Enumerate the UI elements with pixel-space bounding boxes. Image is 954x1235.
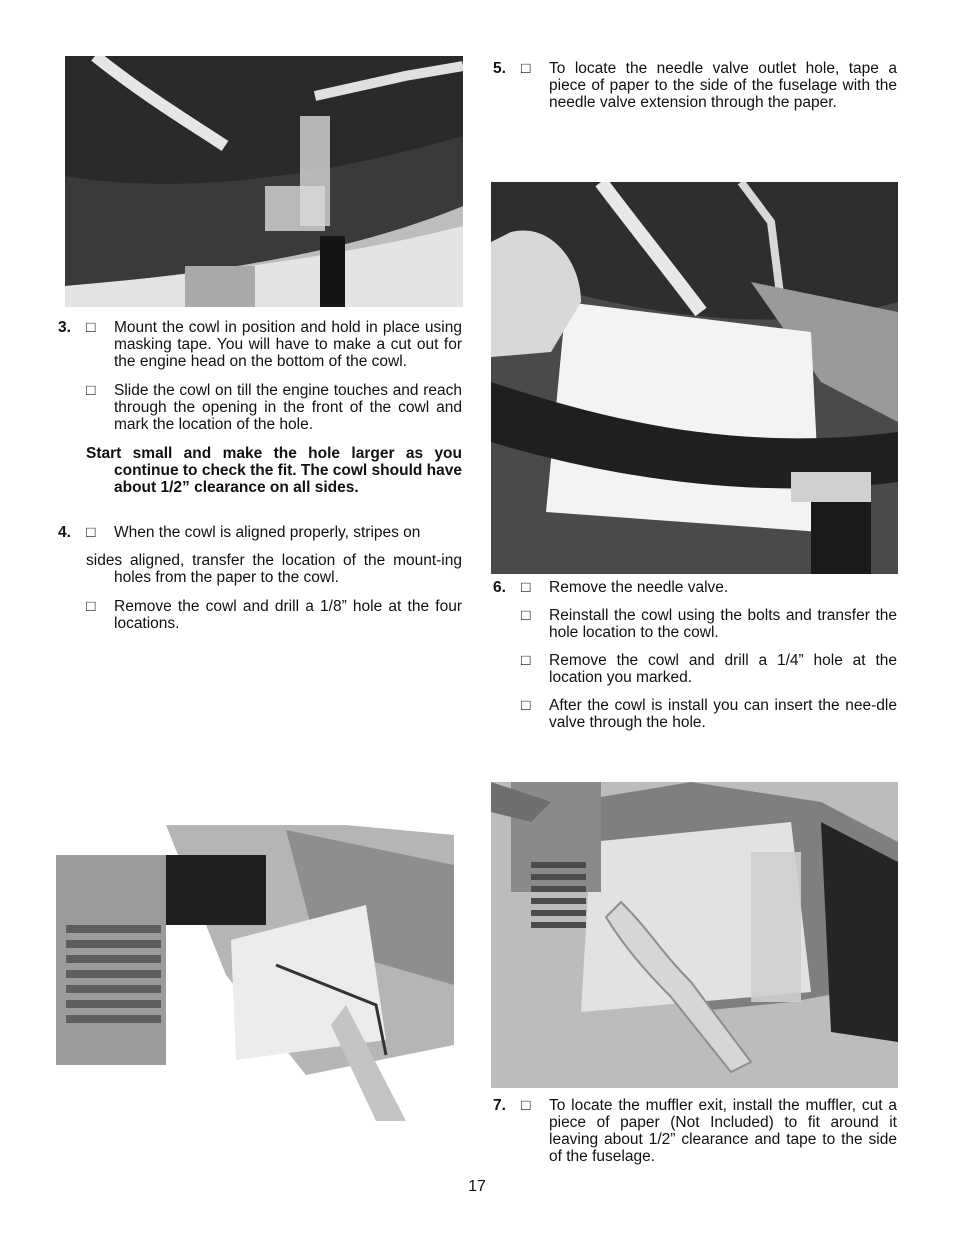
step-number: 4. xyxy=(58,524,71,541)
step-text: Mount the cowl in position and hold in place using masking tape. You will have to make a cut out for the engine head on the bottom of the cowl. xyxy=(114,319,462,370)
step-text: To locate the muffler exit, install the muffler, cut a piece of paper (Not Included) to fit around it leaving about 1/2” clearance and tape to the side of the fuselage. xyxy=(549,1097,897,1165)
step-4-substep xyxy=(58,598,462,632)
step-7 xyxy=(493,1097,897,1165)
step-text: To locate the needle valve outlet hole, tape a piece of paper to the side of the fuselage with the needle valve extension through the paper. xyxy=(549,60,897,111)
checkbox[interactable]: □ xyxy=(521,60,531,77)
step-4-continuation xyxy=(86,552,462,586)
step-5 xyxy=(493,60,897,111)
note-text: Start small and make the hole larger as you continue to check the fit. The cowl should have about 1/2” clearance on all sides. xyxy=(86,445,462,496)
step-text: When the cowl is aligned properly, stripes on xyxy=(114,524,421,541)
step-number: 3. xyxy=(58,319,71,336)
step-4-instruction xyxy=(58,524,462,541)
step-6-substep xyxy=(493,652,897,686)
photo-cowl-masking-tape xyxy=(65,56,463,307)
checkbox[interactable]: □ xyxy=(521,607,531,624)
step-3 xyxy=(58,319,462,496)
step-5-instruction xyxy=(493,60,897,111)
step-text: Remove the needle valve. xyxy=(549,579,729,596)
checkbox[interactable]: □ xyxy=(521,652,531,669)
checkbox[interactable]: □ xyxy=(521,1097,531,1114)
step-6-instruction xyxy=(493,579,897,596)
step-text: Remove the cowl and drill a 1/4” hole at the location you marked. xyxy=(549,652,897,686)
checkbox[interactable]: □ xyxy=(86,382,96,399)
photo-muffler-installed xyxy=(491,782,898,1088)
checkbox[interactable]: □ xyxy=(86,598,96,615)
step-6-substep xyxy=(493,607,897,641)
step-3-instruction xyxy=(58,319,462,370)
step-6-substep xyxy=(493,697,897,731)
step-number: 5. xyxy=(493,60,506,77)
checkbox[interactable]: □ xyxy=(521,579,531,596)
checkbox[interactable]: □ xyxy=(86,524,96,541)
step-text: sides aligned, transfer the location of the mount-ing holes from the paper to the cowl. xyxy=(86,552,462,586)
step-number: 7. xyxy=(493,1097,506,1114)
step-3-substep xyxy=(58,382,462,433)
step-text: After the cowl is install you can insert the nee-dle valve through the hole. xyxy=(549,697,897,731)
step-text: Reinstall the cowl using the bolts and transfer the hole location to the cowl. xyxy=(549,607,897,641)
step-3-note xyxy=(86,445,462,496)
step-text: Slide the cowl on till the engine touches and reach through the opening in the front of the cowl and mark the location of the hole. xyxy=(114,382,462,433)
step-number: 6. xyxy=(493,579,506,596)
photo-paper-taped-fuselage xyxy=(491,182,898,574)
photo-engine-paper-template xyxy=(56,825,454,1121)
step-text: Remove the cowl and drill a 1/8” hole at the four locations. xyxy=(114,598,462,632)
checkbox[interactable]: □ xyxy=(86,319,96,336)
step-4 xyxy=(58,524,462,632)
page-number: 17 xyxy=(468,1178,486,1195)
step-6 xyxy=(493,579,897,731)
checkbox[interactable]: □ xyxy=(521,697,531,714)
step-7-instruction xyxy=(493,1097,897,1165)
